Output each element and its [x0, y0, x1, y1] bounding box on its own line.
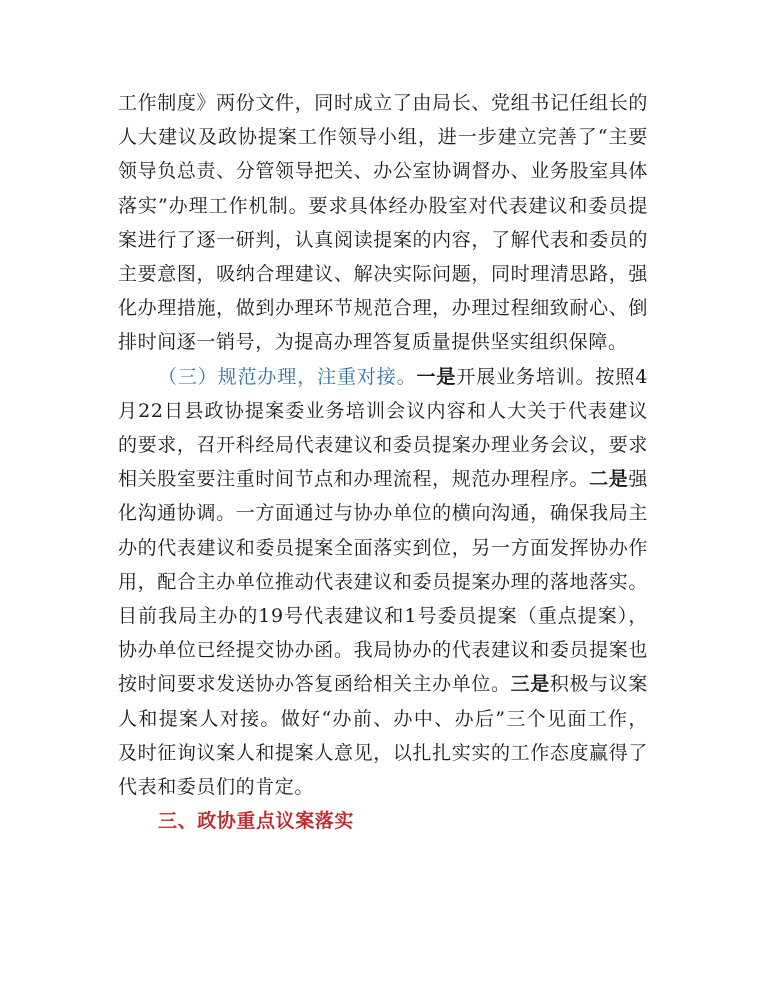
paragraph-1-text: 工作制度》两份文件，同时成立了由局长、党组书记任组长的人大建议及政协提案工作领导小组，进一步建立完善了“主要领导负总责、分管领导把关、办公室协调督办、业务股室具体落实”办理工作机制。要求具体经办股室对代表建议和委员提案进行了逐一研判，认真阅读提案的内容，了解代表和委员的主要意图，吸纳合理建议、解决实际问题，同时理清思路，强化办理措施，做到办理环节规范合理，办理过程细致耐心、倒排时间逐一销号，为提高办理答复质量提供坚实组织保障。 — [118, 92, 648, 354]
body-paragraph-1 — [118, 86, 648, 360]
item-text-second: 强化沟通协调。一方面通过与协办单位的横向沟通，确保我局主办的代表建议和委员提案全面落实到位，另一方面发挥协办作用，配合主办单位推动代表建议和委员提案办理的落地落实。目前我局主办的19号代表建议和1号委员提案（重点提案），协办单位已经提交协办函。我局协办的代表建议和委员提案也按时间要求发送协办答复函给相关主办单位。 — [118, 468, 648, 696]
section-heading: 三、政协重点议案落实 — [158, 810, 355, 833]
document-page — [118, 86, 648, 838]
item-label-first: 一是 — [416, 365, 457, 388]
item-label-second: 二是 — [589, 468, 629, 491]
subsection-heading: （三）规范办理，注重对接。 — [158, 365, 417, 388]
body-paragraph-2 — [118, 360, 648, 805]
item-text-third: 积极与议案人和提案人对接。做好“办前、办中、办后”三个见面工作，及时征询议案人和提案人意见，以扎扎实实的工作态度赢得了代表和委员们的肯定。 — [118, 673, 648, 799]
item-label-third: 三是 — [510, 673, 550, 696]
item-text-first: 开展业务培训。按照4月22日县政协提案委业务培训会议内容和人大关于代表建议的要求，召开科经局代表建议和委员提案办理业务会议，要求相关股室要注重时间节点和办理流程，规范办理程序。 — [118, 365, 649, 491]
